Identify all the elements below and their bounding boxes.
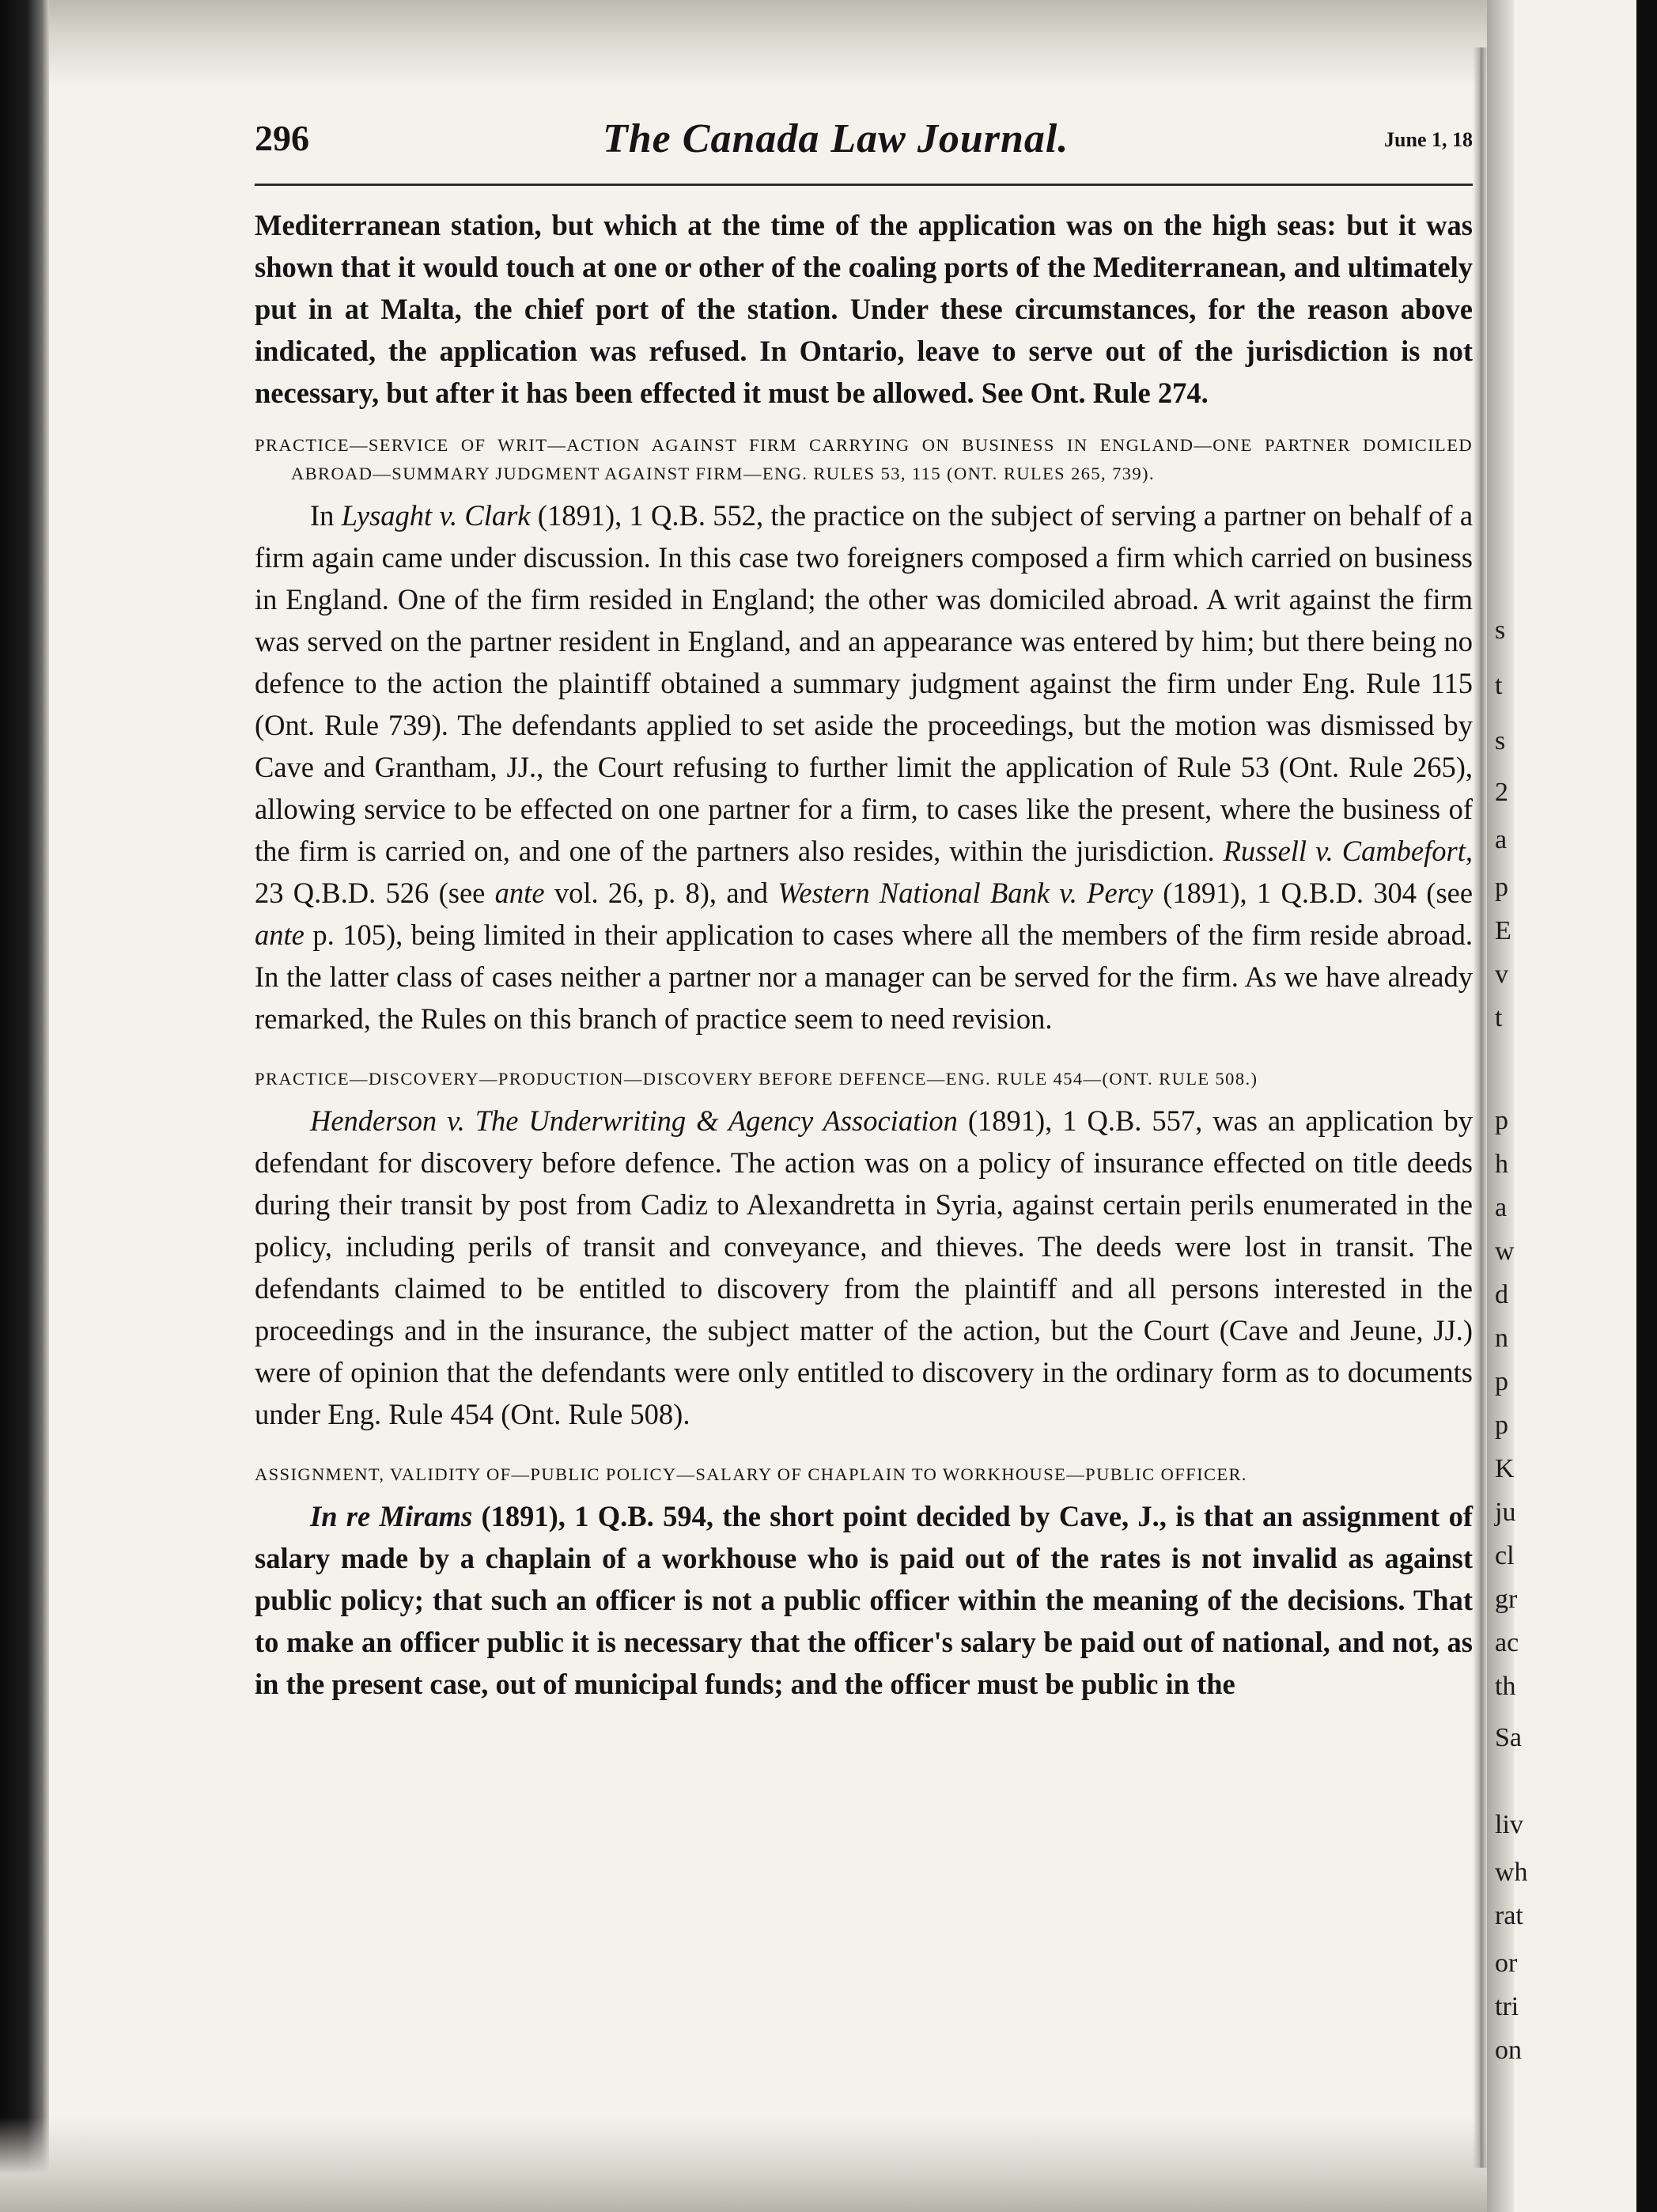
page-fold-shadow <box>1473 47 1487 2168</box>
facing-page-fragment: rat <box>1495 1901 1523 1930</box>
ante-ref: ante <box>255 919 305 951</box>
facing-page-fragment: a <box>1495 1193 1508 1222</box>
paragraph-text: 23 Q.B.D. 526 (see <box>255 877 486 909</box>
facing-page-fragment: th <box>1495 1672 1516 1701</box>
facing-page-edge <box>1487 0 1657 2212</box>
facing-page-fragment: n <box>1495 1324 1508 1353</box>
facing-page-fragment: wh <box>1495 1858 1528 1887</box>
facing-page-fragment: ac <box>1495 1628 1519 1657</box>
case-name-lysaght-v-clark: Lysaght v. Clark <box>341 499 531 532</box>
facing-page-fragment: s <box>1495 615 1506 645</box>
paragraph-text: vol. 26, p. 8), and <box>554 877 769 909</box>
facing-page-black-edge <box>1636 0 1657 2212</box>
facing-page-fragment: v <box>1495 960 1508 989</box>
paragraph-text: p. 105), being limited in their application to cases where all the members of the firm reside abroad. In the latter class of cases neither a partner nor a manager can be served for the firm. As we have already remarked, the Rules on this branch of practice seem to need revision. <box>255 919 1473 1035</box>
paragraph-text: (1891), 1 Q.B. 552, the practice on the subject of serving a partner on behalf of a firm again came under discussion. In this case two foreigners composed a firm which carried on business in England. One of the firm resided in England; the other was domiciled abroad. A writ against the firm was served on the partner resident in England, and an appearance was entered by him; but there being no defence to the action the plaintiff obtained a summary judgment against the firm under Eng. Rule 115 (Ont. Rule 739). The defendants applied to set aside the proceedings, but the motion was dismissed by Cave and Grantham, JJ., the Court refusing to further limit the application of Rule 53 (Ont. Rule 265), allowing service to be effected on one partner for a firm, to cases like the present, where the business of the firm is carried on, and one of the partners also resides, within the jurisdiction. <box>255 499 1474 867</box>
scan-left-binding-shadow <box>0 0 49 2212</box>
paragraph-in-re-mirams <box>255 1495 1473 1705</box>
facing-page-fragment: liv <box>1495 1810 1523 1839</box>
paragraph-lysaght-v-clark <box>255 494 1473 1040</box>
facing-page-fragment: p <box>1495 1411 1508 1440</box>
facing-page-fragment: K <box>1495 1454 1515 1483</box>
facing-page-fragment: h <box>1495 1150 1508 1179</box>
paragraph-henderson <box>255 1100 1473 1435</box>
issue-date: June 1, 18 <box>1384 128 1473 151</box>
paragraph-text: (1891), 1 Q.B. 594, the short point decided by Cave, J., is that an assignment of salary made by a chaplain of a workhouse who is paid out of the rates is not invalid as against public policy; that such an officer is not a public officer within the meaning of the decisions. That to make an officer public it is necessary that the officer's salary be paid out of national, and not, as in the present case, out of municipal funds; and the officer must be public in the <box>255 1500 1473 1700</box>
case-name-henderson: Henderson v. The Underwriting & Agency Association <box>310 1104 958 1137</box>
scan-top-shadow <box>0 0 1657 87</box>
facing-page-fragment: 2 <box>1495 778 1508 807</box>
case-name-russell-v-cambefort: Russell v. Cambefort, <box>1223 835 1473 867</box>
facing-page-fragment: tri <box>1495 1992 1519 2021</box>
facing-page-fragment: t <box>1495 671 1503 700</box>
case-name-western-national-bank-v-percy: Western National Bank v. Percy <box>777 877 1153 909</box>
scan-bottom-shadow <box>0 2117 1657 2212</box>
headnote-discovery: PRACTICE—DISCOVERY—PRODUCTION—DISCOVERY BEFORE DEFENCE—ENG. RULE 454—(ONT. RULE 508.) <box>255 1069 1258 1089</box>
facing-page-fragment: a <box>1495 825 1508 854</box>
facing-page-fragment: gr <box>1495 1585 1518 1614</box>
running-head <box>255 117 1473 172</box>
facing-page-fragment: on <box>1495 2036 1522 2065</box>
ante-ref: ante <box>494 877 545 909</box>
facing-page-fragment: s <box>1495 726 1506 756</box>
facing-page-fragment: E <box>1495 916 1511 945</box>
facing-page-fragment: d <box>1495 1280 1508 1309</box>
paragraph-continuation: Mediterranean station, but which at the time of the application was on the high seas: but it was shown that it would touch at one or other of the coaling ports of the Mediterranean, and ultimately put in at Malta, the chief port of the station. Under these circumstances, for the reason above indicated, the application was refused. In Ontario, leave to serve out of the jurisdiction is not necessary, but after it has been effected it must be allowed. See Ont. Rule 274. <box>255 209 1473 409</box>
paragraph-text: (1891), 1 Q.B.D. 304 (see <box>1163 877 1474 909</box>
facing-page-fragment: p <box>1495 1106 1508 1135</box>
facing-page-fragment: Sa <box>1495 1723 1522 1752</box>
page-number: 296 <box>255 118 309 158</box>
header-rule <box>255 184 1473 186</box>
headnote-assignment: ASSIGNMENT, VALIDITY OF—PUBLIC POLICY—SALARY OF CHAPLAIN TO WORKHOUSE—PUBLIC OFFICER. <box>255 1464 1247 1484</box>
journal-title: The Canada Law Journal. <box>603 116 1069 161</box>
case-name-in-re-mirams: In re Mirams <box>310 1500 473 1532</box>
facing-page-fragment: w <box>1495 1237 1515 1266</box>
facing-page-fragment: or <box>1495 1949 1518 1978</box>
paragraph-text: (1891), 1 Q.B. 557, was an application by defendant for discovery before defence. The action was on a policy of insurance effected on title deeds during their transit by post from Cadiz to Alexandretta in Syria, against certain perils enumerated in the policy, including perils of transit and conveyance, and thieves. The deeds were lost in transit. The defendants claimed to be entitled to discovery from the plaintiff and all persons interested in the proceedings and in the insurance, the subject matter of the action, but the Court (Cave and Jeune, JJ.) were of opinion that the defendants were only entitled to discovery in the ordinary form as to documents under Eng. Rule 454 (Ont. Rule 508). <box>255 1104 1473 1430</box>
facing-page-fragment: p <box>1495 873 1508 902</box>
facing-page-fragment: t <box>1495 1003 1503 1032</box>
facing-page-fragment: ju <box>1495 1498 1516 1527</box>
page-body <box>255 204 1473 1705</box>
word-in: In <box>310 499 335 532</box>
headnote-service-of-writ: PRACTICE—SERVICE OF WRIT—ACTION AGAINST FIRM CARRYING ON BUSINESS IN ENGLAND—ONE PARTNER DOMICILED ABROAD—SUMMARY JUDGMENT AGAINST FIRM—ENG. RULES 53, 115 (ONT. RULES 265, 739). <box>255 435 1473 483</box>
facing-page-fragment: cl <box>1495 1541 1515 1570</box>
facing-page-fragment: p <box>1495 1367 1508 1396</box>
